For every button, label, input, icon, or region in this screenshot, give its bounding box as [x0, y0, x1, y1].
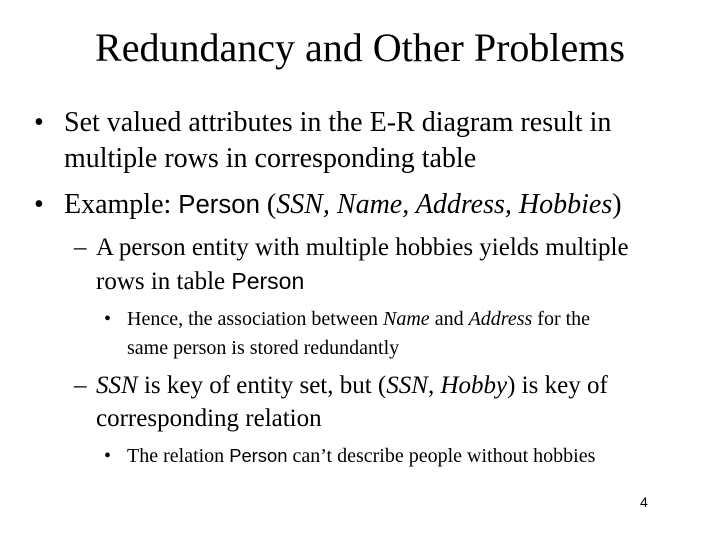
text-part: can’t describe people without hobbies [287, 445, 596, 467]
bullet-dot-4: • [104, 445, 112, 467]
text-part: The relation [127, 445, 230, 467]
open-paren: ( [259, 189, 277, 220]
dash-2: – [74, 372, 87, 399]
attr-name: Name [383, 308, 430, 330]
text-part: ) is key of [507, 372, 608, 399]
bullet-dot-2: • [34, 189, 44, 220]
attr-address: Address [468, 308, 533, 330]
ssn-key: SSN [96, 372, 138, 399]
relation-name: Person [229, 445, 288, 466]
relation-name: Person [231, 268, 305, 294]
sub-bullet-1-line-2 [96, 266, 304, 297]
sub-sub-bullet-1-line-2: same person is stored redundantly [127, 337, 400, 359]
text-part: Hence, the association between [127, 308, 384, 330]
bullet-1-line-1: Set valued attributes in the E-R diagram result in [64, 107, 612, 138]
sub-bullet-2-line-2: corresponding relation [96, 405, 322, 432]
sub-bullet-1-text: rows in table [96, 268, 232, 295]
text-part: for the [532, 308, 591, 330]
page-number: 4 [640, 494, 648, 510]
composite-key: SSN, Hobby [386, 372, 508, 399]
bullet-1-line-2: multiple rows in corresponding table [64, 143, 477, 174]
text-part: is key of entity set, but ( [137, 372, 387, 399]
bullet-dot-1: • [34, 107, 44, 138]
dash-1: – [74, 234, 87, 261]
sub-sub-bullet-1-line-1 [127, 305, 590, 333]
relation-name: Person [178, 191, 260, 219]
sub-sub-bullet-2-line [127, 442, 595, 470]
sub-bullet-1-line-1: A person entity with multiple hobbies yields multiple [96, 234, 629, 261]
sub-bullet-2-line-1 [96, 370, 608, 401]
relation-attributes: SSN, Name, Address, Hobbies [276, 189, 613, 220]
slide-title: Redundancy and Other Problems [95, 25, 625, 70]
example-label: Example: [64, 189, 179, 220]
close-paren: ) [612, 189, 622, 220]
bullet-dot-3: • [104, 308, 112, 330]
bullet-2-line [64, 188, 622, 222]
text-part: and [429, 308, 469, 330]
